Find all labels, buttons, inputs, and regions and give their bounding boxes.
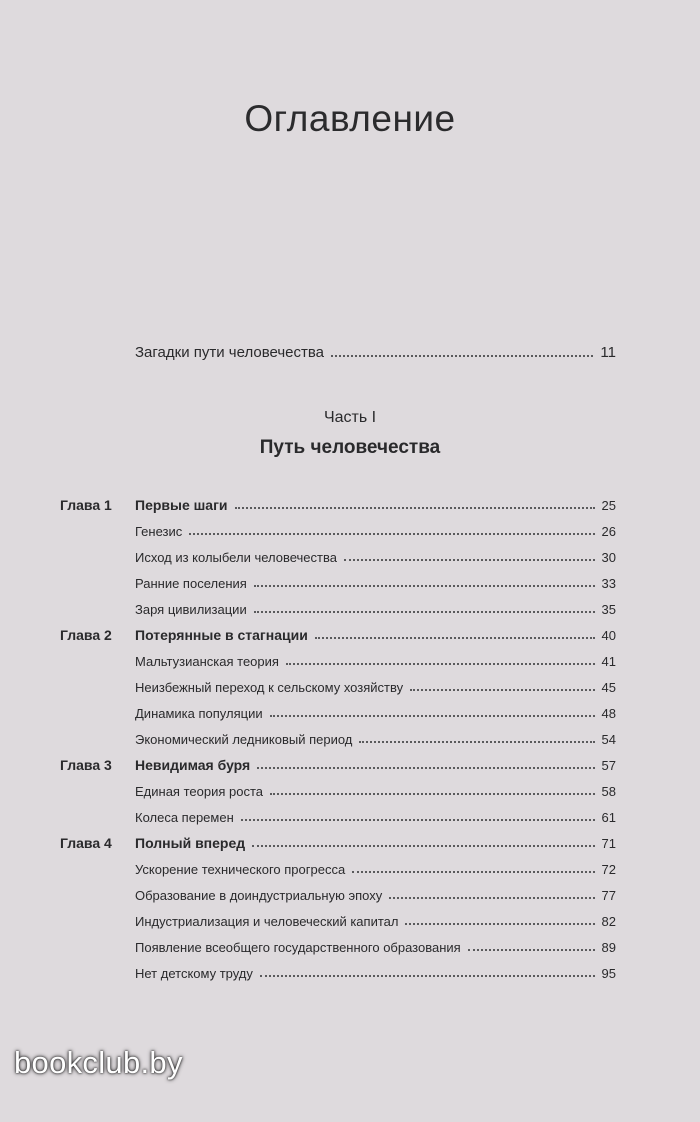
section-entry [60, 602, 616, 617]
toc-section-row [60, 903, 616, 929]
toc-section-row [60, 591, 616, 617]
part-label: Часть I [323, 409, 377, 426]
dot-leader [344, 559, 595, 561]
dot-leader [270, 715, 595, 717]
chapter-number: Глава 4 [60, 835, 112, 851]
section-page: 89 [601, 940, 616, 955]
dot-leader [331, 355, 593, 357]
toc-section-row [60, 929, 616, 955]
dot-leader [252, 845, 594, 847]
toc-section-row [60, 877, 616, 903]
dot-leader [254, 585, 595, 587]
toc-chapter-row [60, 617, 616, 643]
chapter-page: 57 [601, 758, 616, 773]
chapter-page: 40 [601, 628, 616, 643]
section-title: Заря цивилизации [135, 602, 247, 617]
section-page: 54 [601, 732, 616, 747]
section-page: 77 [601, 888, 616, 903]
chapter-page: 71 [601, 836, 616, 851]
chapter-entry [60, 497, 616, 513]
toc-chapter-row [60, 747, 616, 773]
dot-leader [235, 507, 595, 509]
toc-section-row [60, 851, 616, 877]
toc-section-row [60, 539, 616, 565]
toc-section-row [60, 799, 616, 825]
toc-chapter-row [60, 487, 616, 513]
toc-chapter-row [60, 825, 616, 851]
section-page: 45 [601, 680, 616, 695]
section-page: 41 [601, 654, 616, 669]
watermark-logo: bookclub.by [14, 1045, 183, 1080]
dot-leader [270, 793, 595, 795]
dot-leader [359, 741, 594, 743]
dot-leader [260, 975, 595, 977]
chapter-page: 25 [601, 498, 616, 513]
toc-section-row [60, 721, 616, 747]
section-title: Образование в доиндустриальную эпоху [135, 888, 383, 903]
section-entry [60, 732, 616, 747]
chapter-entry [60, 757, 616, 773]
section-title: Неизбежный переход к сельскому хозяйству [135, 680, 404, 695]
section-title: Появление всеобщего государственного образования [135, 940, 461, 955]
section-title: Динамика популяции [135, 706, 263, 721]
section-page: 35 [601, 602, 616, 617]
chapter-title: Первые шаги [135, 497, 228, 513]
section-title: Колеса перемен [135, 810, 234, 825]
section-title: Экономический ледниковый период [135, 732, 353, 747]
dot-leader [257, 767, 594, 769]
toc-section-row [60, 695, 616, 721]
section-entry [60, 706, 616, 721]
section-entry [60, 810, 616, 825]
dot-leader [389, 897, 594, 899]
toc-section-row [60, 773, 616, 799]
toc-section-row [60, 955, 616, 981]
toc-section-row [60, 669, 616, 695]
section-title: Ранние поселения [135, 576, 247, 591]
chapter-entry [60, 627, 616, 643]
chapter-number: Глава 1 [60, 497, 112, 513]
section-title: Нет детскому труду [135, 966, 253, 981]
section-entry [60, 524, 616, 539]
section-entry [60, 966, 616, 981]
dot-leader [241, 819, 595, 821]
chapter-title: Полный вперед [135, 835, 246, 851]
section-title: Мальтузианская теория [135, 654, 279, 669]
section-page: 72 [601, 862, 616, 877]
section-entry [60, 784, 616, 799]
dot-leader [405, 923, 594, 925]
section-entry [60, 888, 616, 903]
dot-leader [254, 611, 595, 613]
section-entry [60, 576, 616, 591]
section-page: 30 [601, 550, 616, 565]
dot-leader [352, 871, 594, 873]
section-page: 82 [601, 914, 616, 929]
chapter-number: Глава 3 [60, 757, 112, 773]
section-title: Ускорение технического прогресса [135, 862, 346, 877]
section-entry [60, 680, 616, 695]
section-page: 33 [601, 576, 616, 591]
chapter-number: Глава 2 [60, 627, 112, 643]
toc-entry-page: 11 [600, 344, 616, 361]
chapter-entry [60, 835, 616, 851]
section-entry [60, 550, 616, 565]
section-page: 48 [601, 706, 616, 721]
part-title: Путь человечества [259, 437, 441, 458]
section-entry [60, 914, 616, 929]
dot-leader [286, 663, 595, 665]
table-of-contents [60, 487, 616, 981]
section-page: 58 [601, 784, 616, 799]
toc-section-row [60, 643, 616, 669]
section-entry [60, 654, 616, 669]
dot-leader [189, 533, 594, 535]
section-page: 95 [601, 966, 616, 981]
section-title: Генезис [135, 524, 183, 539]
section-title: Индустриализация и человеческий капитал [135, 914, 399, 929]
toc-entry-title: Загадки пути человечества [135, 344, 325, 361]
toc-section-row [60, 513, 616, 539]
dot-leader [410, 689, 594, 691]
chapter-title: Невидимая буря [135, 757, 251, 773]
toc-section-row [60, 565, 616, 591]
section-entry [60, 940, 616, 955]
section-entry [60, 862, 616, 877]
dot-leader [468, 949, 595, 951]
dot-leader [315, 637, 595, 639]
section-page: 26 [601, 524, 616, 539]
section-title: Исход из колыбели человечества [135, 550, 337, 565]
page-title: Оглавление [244, 98, 456, 139]
section-page: 61 [601, 810, 616, 825]
chapter-title: Потерянные в стагнации [135, 627, 308, 643]
toc-intro-entry [135, 344, 616, 361]
section-title: Единая теория роста [135, 784, 263, 799]
